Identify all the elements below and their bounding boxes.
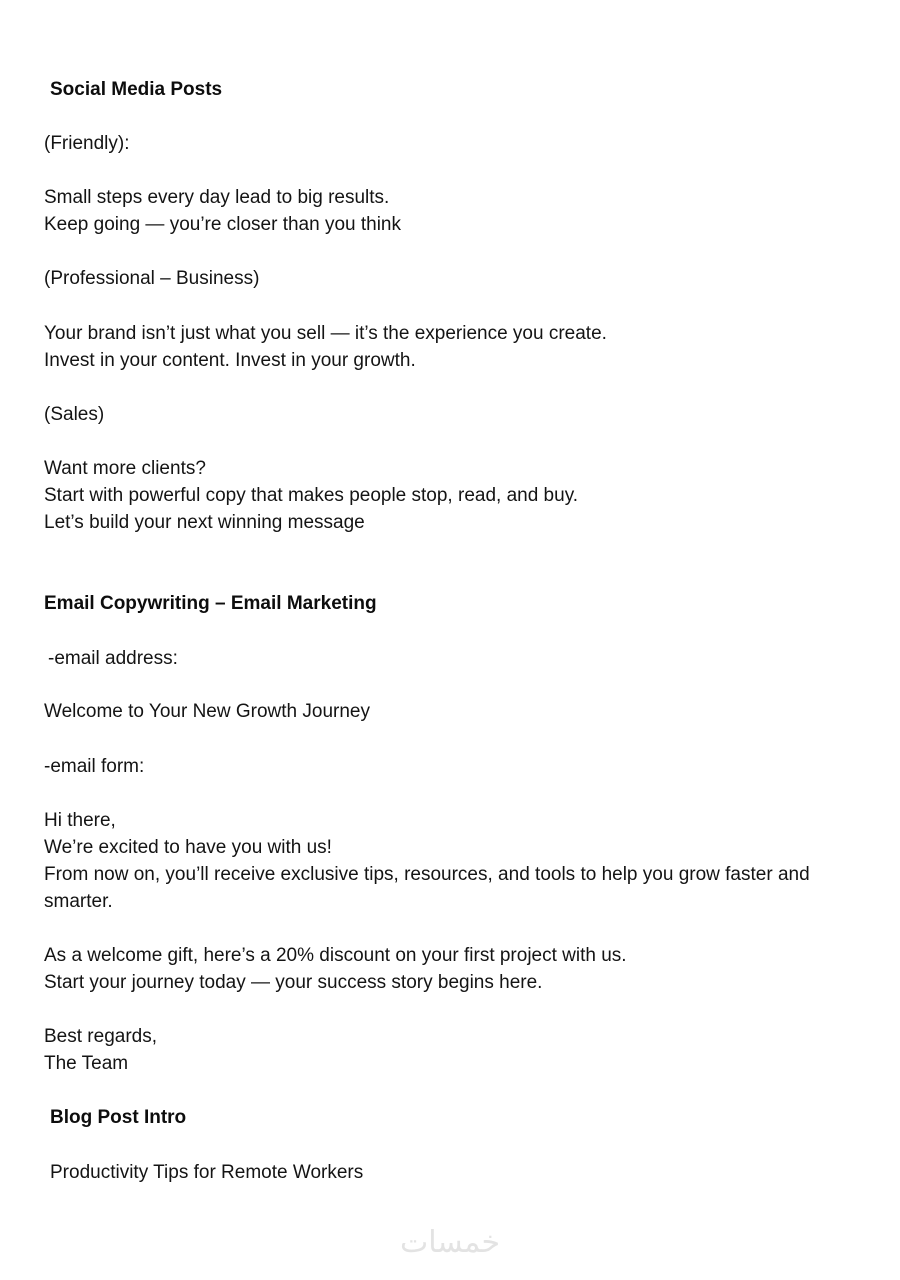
- email-gift-line-1: As a welcome gift, here’s a 20% discount on your first project with us.: [44, 945, 627, 966]
- email-form-label: -email form:: [44, 756, 145, 777]
- professional-line-2: Invest in your content. Invest in your growth.: [44, 350, 416, 371]
- email-body-line-2: From now on, you’ll receive exclusive tips, resources, and tools to help you grow faster and: [44, 864, 810, 885]
- section-heading-social-media: Social Media Posts: [50, 79, 223, 100]
- sales-line-2: Start with powerful copy that makes people stop, read, and buy.: [44, 485, 579, 506]
- email-signature: The Team: [44, 1053, 129, 1074]
- professional-label: (Professional – Business): [44, 268, 260, 289]
- email-signoff: Best regards,: [44, 1026, 157, 1047]
- section-heading-email: Email Copywriting – Email Marketing: [44, 593, 377, 614]
- email-gift-line-2: Start your journey today — your success story begins here.: [44, 972, 543, 993]
- email-greeting: Hi there,: [44, 810, 116, 831]
- friendly-line-1: Small steps every day lead to big results.: [44, 187, 390, 208]
- blog-title: Productivity Tips for Remote Workers: [50, 1162, 364, 1183]
- watermark-logo: خمسات: [399, 1225, 501, 1260]
- professional-line-1: Your brand isn’t just what you sell — it’s the experience you create.: [44, 323, 607, 344]
- email-body-line-2-cont: smarter.: [44, 891, 113, 912]
- sales-line-3: Let’s build your next winning message: [44, 512, 365, 533]
- friendly-label: (Friendly):: [44, 133, 130, 154]
- sales-label: (Sales): [44, 404, 105, 425]
- email-body-line-1: We’re excited to have you with us!: [44, 837, 332, 858]
- section-heading-blog: Blog Post Intro: [50, 1107, 187, 1128]
- email-address-label: -email address:: [48, 648, 178, 669]
- email-subject: Welcome to Your New Growth Journey: [44, 701, 370, 722]
- sales-line-1: Want more clients?: [44, 458, 206, 479]
- friendly-line-2: Keep going — you’re closer than you think: [44, 214, 401, 235]
